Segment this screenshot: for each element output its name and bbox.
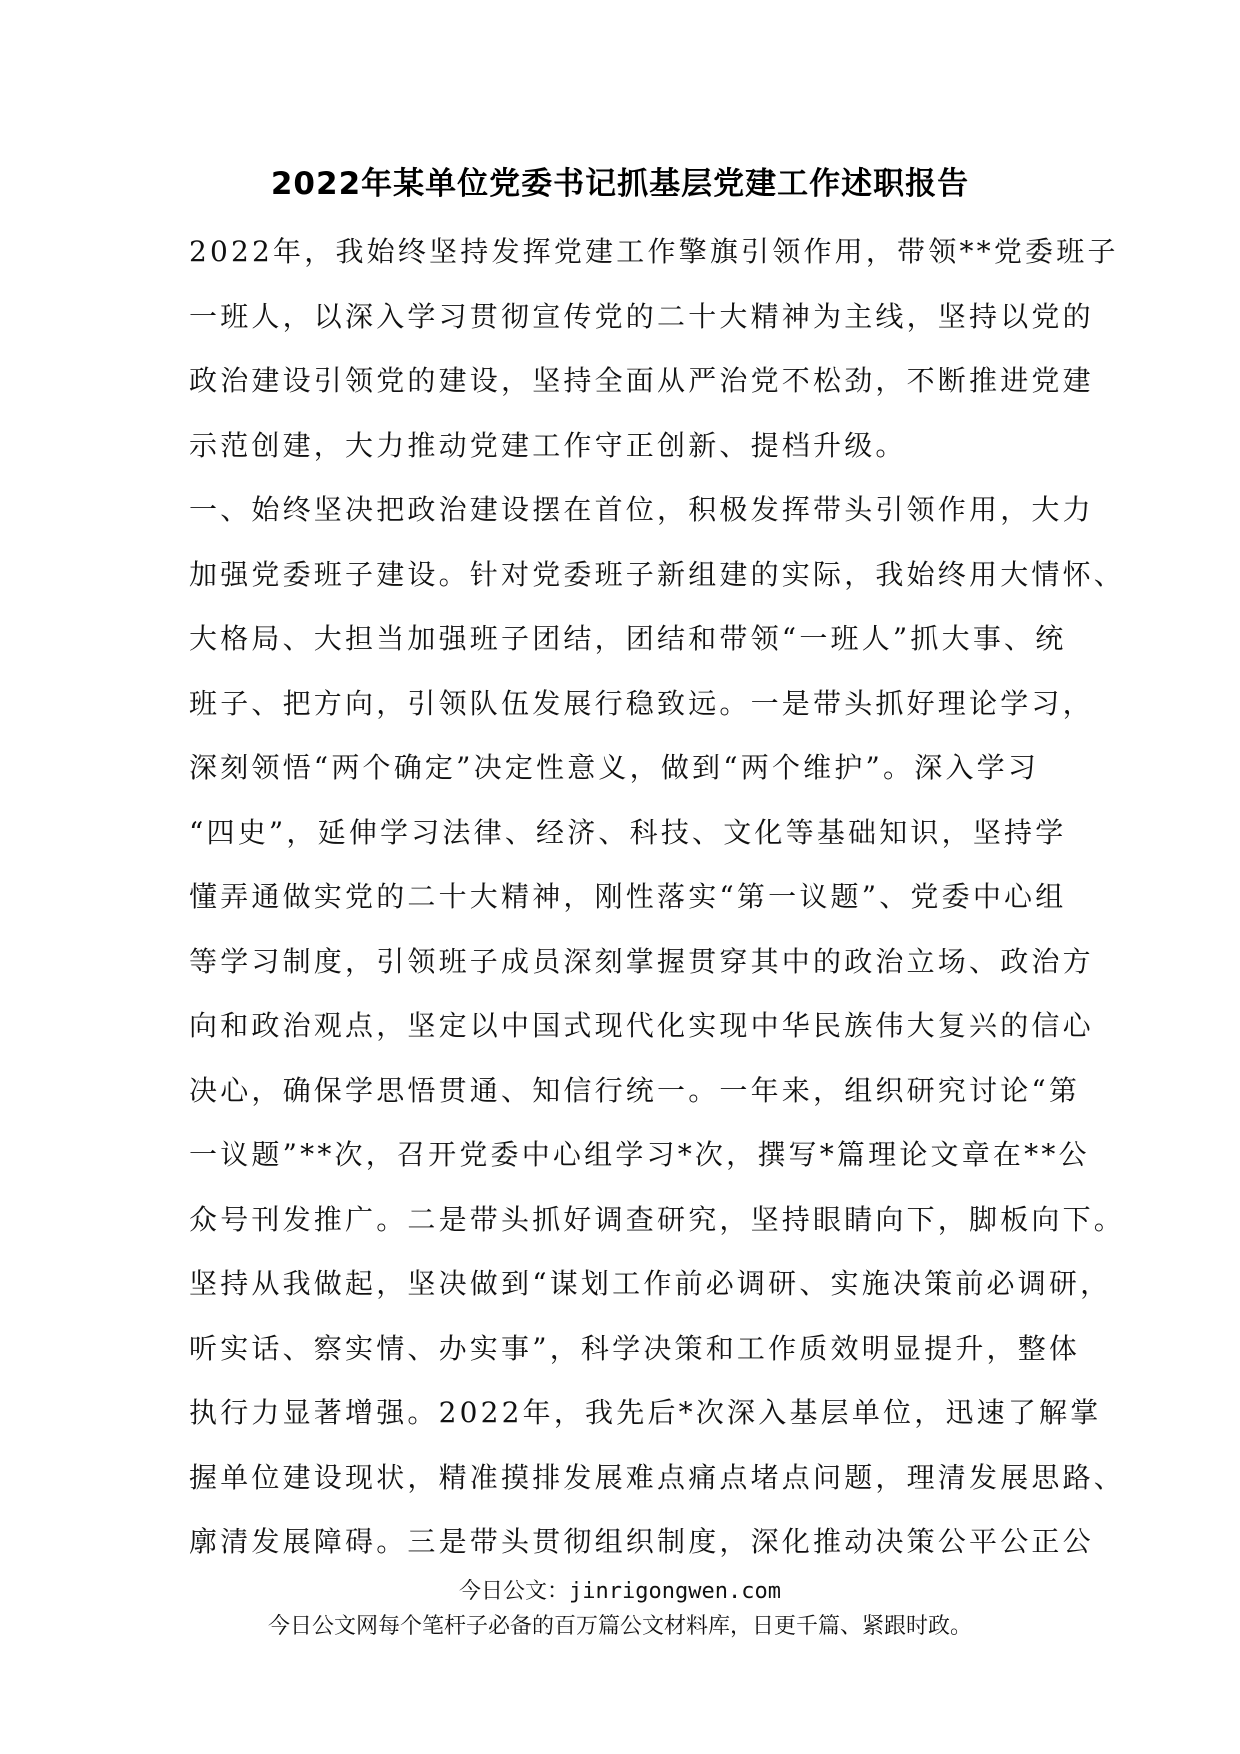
body-line: 决心，确保学思悟贯通、知信行统一。一年来，组织研究讨论“第 bbox=[189, 1073, 1081, 1107]
body-line: 执行力显著增强。2022年，我先后*次深入基层单位，迅速了解掌 bbox=[189, 1396, 1102, 1429]
body-line: 政治建设引领党的建设，坚持全面从严治党不松劲，不断推进党建 bbox=[189, 364, 1094, 397]
body-line: 一、始终坚决把政治建设摆在首位，积极发挥带头引领作用，大力 bbox=[189, 493, 1094, 526]
body-line: 握单位建设现状，精准摸排发展难点痛点堵点问题，理清发展思路、 bbox=[189, 1460, 1126, 1494]
body-line: 坚持从我做起，坚决做到“谋划工作前必调研、实施决策前必调研， bbox=[189, 1267, 1112, 1300]
body-line: 深刻领悟“两个确定”决定性意义，做到“两个维护”。深入学习 bbox=[189, 751, 1040, 784]
body-line: 一议题”**次，召开党委中心组学习*次，撰写*篇理论文章在**公 bbox=[189, 1138, 1090, 1171]
body-line: 听实话、察实情、办实事”，科学决策和工作质效明显提升，整体 bbox=[189, 1331, 1081, 1365]
body-line: 懂弄通做实党的二十大精神，刚性落实“第一议题”、党委中心组 bbox=[189, 880, 1067, 913]
body-line: 一班人，以深入学习贯彻宣传党的二十大精神为主线，坚持以党的 bbox=[189, 299, 1094, 333]
body-line: 向和政治观点，坚定以中国式现代化实现中华民族伟大复兴的信心 bbox=[189, 1009, 1094, 1042]
body-line: 2022年，我始终坚持发挥党建工作擎旗引领作用，带领**党委班子 bbox=[189, 235, 1119, 268]
body-line: 等学习制度，引领班子成员深刻掌握贯穿其中的政治立场、政治方 bbox=[189, 944, 1094, 978]
body-line: 示范创建，大力推动党建工作守正创新、提档升级。 bbox=[189, 428, 907, 462]
footer-site-label: 今日公文： bbox=[459, 1579, 570, 1604]
footer-site-link[interactable]: jinrigongwen.com bbox=[569, 1579, 781, 1604]
body-line: 大格局、大担当加强班子团结，团结和带领“一班人”抓大事、统 bbox=[189, 622, 1067, 655]
body-line: 廓清发展障碍。三是带头贯彻组织制度，深化推动决策公平公正公 bbox=[189, 1525, 1094, 1558]
body-line: 加强党委班子建设。针对党委班子新组建的实际，我始终用大情怀、 bbox=[189, 557, 1126, 591]
body-line: 众号刊发推广。二是带头抓好调查研究，坚持眼睛向下，脚板向下。 bbox=[189, 1202, 1126, 1236]
body-line: 班子、把方向，引领队伍发展行稳致远。一是带头抓好理论学习， bbox=[189, 686, 1094, 720]
document-title: 2022年某单位党委书记抓基层党建工作述职报告 bbox=[270, 166, 970, 202]
body-line: “四史”，延伸学习法律、经济、科技、文化等基础知识，坚持学 bbox=[189, 815, 1067, 849]
footer-site-line bbox=[0, 1574, 1240, 1605]
document-body bbox=[189, 220, 1126, 1575]
footer-slogan: 今日公文网每个笔杆子必备的百万篇公文材料库，日更千篇、紧跟时政。 bbox=[267, 1614, 972, 1639]
